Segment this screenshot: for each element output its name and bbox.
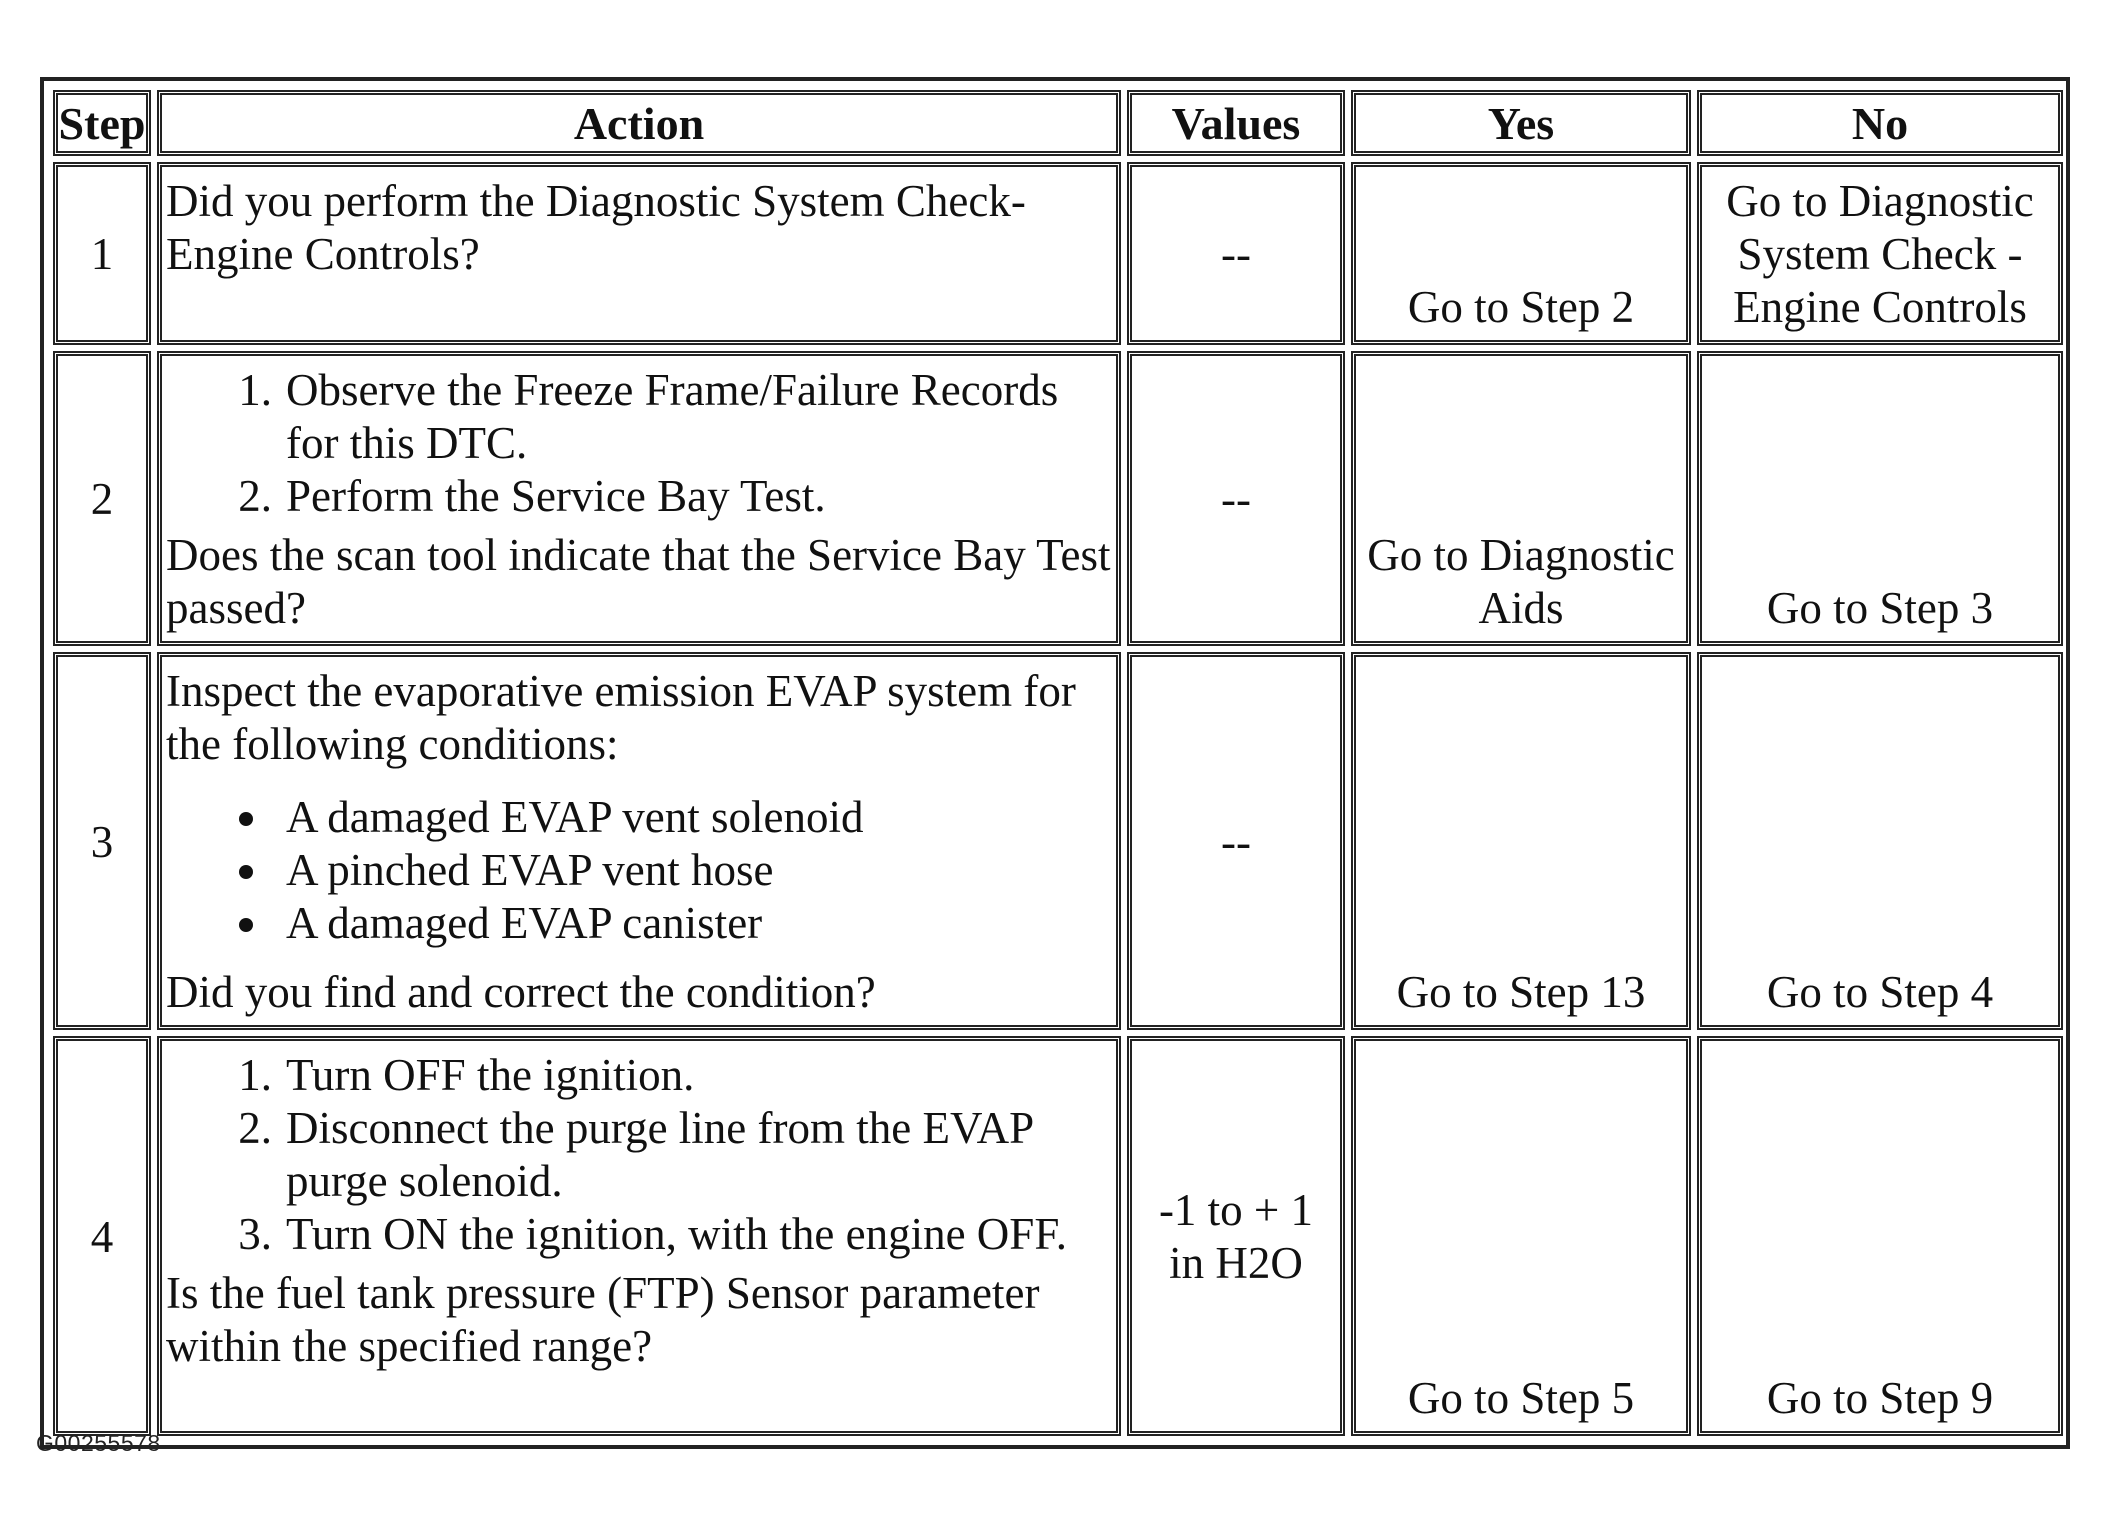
- step-number: 3: [53, 652, 151, 1030]
- list-text: Turn ON the ignition, with the engine OFF.: [286, 1209, 1067, 1259]
- list-item: [166, 897, 1112, 950]
- list-text: Disconnect the purge line from the EVAP purge solenoid.: [286, 1103, 1033, 1206]
- step-number: 4: [53, 1036, 151, 1436]
- header-action: Action: [157, 90, 1121, 156]
- action-cell: [157, 351, 1121, 646]
- diagnostic-table: [47, 84, 2069, 1442]
- list-number: 2.: [238, 1103, 272, 1153]
- yes-cell: Go to Step 13: [1351, 652, 1691, 1030]
- yes-cell: Go to Step 2: [1351, 162, 1691, 345]
- list-text: Observe the Freeze Frame/Failure Records for this DTC.: [286, 365, 1059, 468]
- list-text: Perform the Service Bay Test.: [286, 471, 826, 521]
- action-cell: [157, 1036, 1121, 1436]
- bullet-icon: [239, 812, 253, 826]
- action-cell: [157, 162, 1121, 345]
- table-row: [53, 652, 2063, 1030]
- value-cell: --: [1127, 351, 1345, 646]
- figure-code: G00255578: [36, 1430, 161, 1456]
- table-row: [53, 162, 2063, 345]
- question-text: Is the fuel tank pressure (FTP) Sensor parameter within the specified range?: [166, 1268, 1040, 1371]
- header-no: No: [1697, 90, 2063, 156]
- list-text: Turn OFF the ignition.: [286, 1050, 695, 1100]
- step-number: 2: [53, 351, 151, 646]
- question-text: Did you find and correct the condition?: [166, 967, 876, 1017]
- list-number: 2.: [238, 471, 272, 521]
- header-values: Values: [1127, 90, 1345, 156]
- list-number: 3.: [238, 1209, 272, 1259]
- no-cell: Go to Step 9: [1697, 1036, 2063, 1436]
- value-cell: --: [1127, 652, 1345, 1030]
- numbered-steps: [166, 1049, 1112, 1261]
- intro-text: Inspect the evaporative emission EVAP system for the following conditions:: [166, 666, 1076, 769]
- table-row: [53, 351, 2063, 646]
- no-cell: Go to Step 3: [1697, 351, 2063, 646]
- numbered-steps: [166, 364, 1112, 523]
- no-cell: Go to Step 4: [1697, 652, 2063, 1030]
- list-item: [166, 1208, 1112, 1261]
- bullet-icon: [239, 918, 253, 932]
- action-cell: [157, 652, 1121, 1030]
- list-text: A damaged EVAP canister: [286, 898, 763, 948]
- diagnostic-table-frame: [40, 77, 2070, 1449]
- list-item: [166, 1102, 1112, 1208]
- list-item: [166, 791, 1112, 844]
- bullet-list: [166, 791, 1112, 950]
- value-cell: -1 to + 1 in H2O: [1127, 1036, 1345, 1436]
- yes-cell: Go to Diagnostic Aids: [1351, 351, 1691, 646]
- table-row: [53, 1036, 2063, 1436]
- list-number: 1.: [238, 1050, 272, 1100]
- list-text: A pinched EVAP vent hose: [286, 845, 774, 895]
- header-yes: Yes: [1351, 90, 1691, 156]
- yes-cell: Go to Step 5: [1351, 1036, 1691, 1436]
- list-number: 1.: [238, 365, 272, 415]
- step-number: 1: [53, 162, 151, 345]
- list-item: [166, 844, 1112, 897]
- value-cell: --: [1127, 162, 1345, 345]
- list-item: [166, 1049, 1112, 1102]
- action-text: Did you perform the Diagnostic System Check-Engine Controls?: [166, 176, 1026, 279]
- question-text: Does the scan tool indicate that the Service Bay Test passed?: [166, 530, 1111, 633]
- header-row: [53, 90, 2063, 156]
- list-item: [166, 364, 1112, 470]
- list-item: [166, 470, 1112, 523]
- bullet-icon: [239, 865, 253, 879]
- header-step: Step: [53, 90, 151, 156]
- list-text: A damaged EVAP vent solenoid: [286, 792, 864, 842]
- no-cell: Go to Diagnostic System Check - Engine Controls: [1697, 162, 2063, 345]
